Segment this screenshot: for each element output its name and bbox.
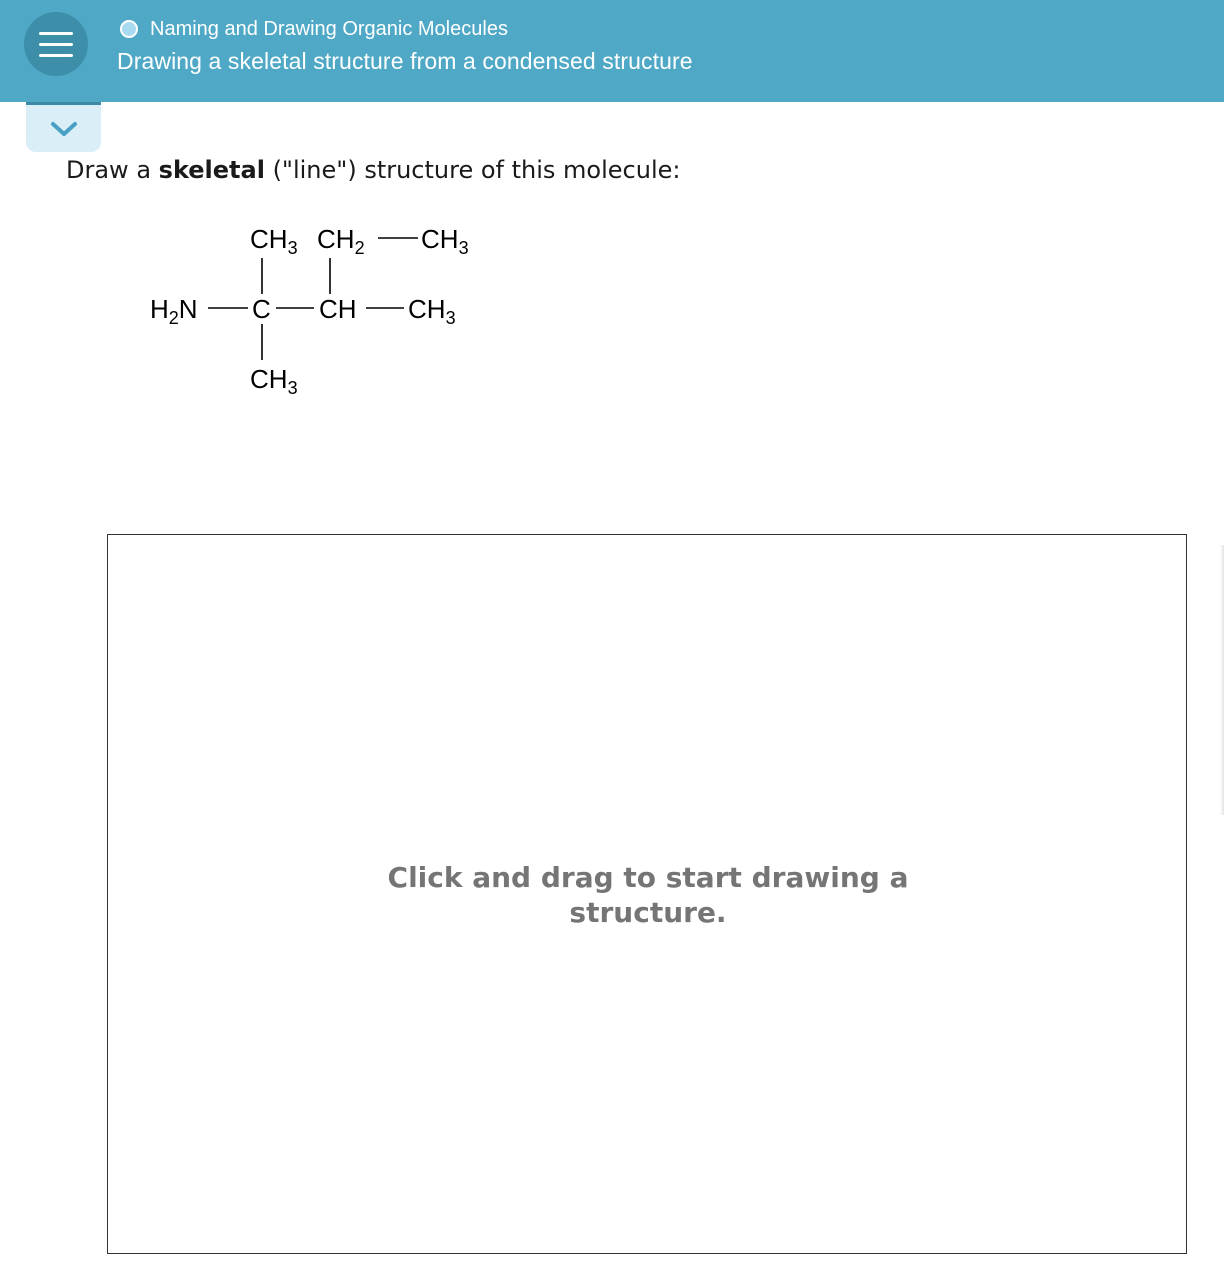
group-ch: CH: [319, 294, 357, 324]
topic-title: Naming and Drawing Organic Molecules: [150, 17, 508, 40]
group-ch3-top-left: $CH_3$: [250, 224, 298, 258]
collapse-toggle-button[interactable]: [26, 102, 101, 152]
right-edge-shadow: [1220, 545, 1224, 815]
prompt-emphasis: skeletal: [158, 156, 265, 184]
canvas-hint: Click and drag to start drawing a structure.: [387, 861, 909, 929]
page-subtitle: Drawing a skeletal structure from a condensed structure: [117, 48, 693, 74]
prompt-suffix: ("line") structure of this molecule:: [264, 156, 681, 184]
group-ch3-top-right: $CH_3$: [421, 224, 469, 258]
menu-button[interactable]: [24, 12, 88, 76]
group-ch3-bottom: $CH_3$: [250, 364, 298, 398]
group-amine: $H_2N$: [150, 294, 198, 328]
condensed-structure-diagram: [140, 210, 500, 410]
question-prompt: [66, 156, 680, 184]
atom-central-carbon: C: [252, 294, 271, 324]
group-ch3-right: $CH_3$: [408, 294, 456, 328]
circle-status-icon: [120, 20, 138, 38]
hamburger-menu-icon: [39, 32, 73, 35]
drawing-canvas[interactable]: [107, 534, 1187, 1254]
topic-row: [120, 16, 508, 42]
prompt-prefix: Draw a: [66, 156, 159, 184]
chevron-down-icon: [50, 120, 78, 138]
group-ch2: $CH_2$: [317, 224, 365, 258]
bonds: [208, 238, 418, 360]
top-header: [0, 0, 1224, 102]
